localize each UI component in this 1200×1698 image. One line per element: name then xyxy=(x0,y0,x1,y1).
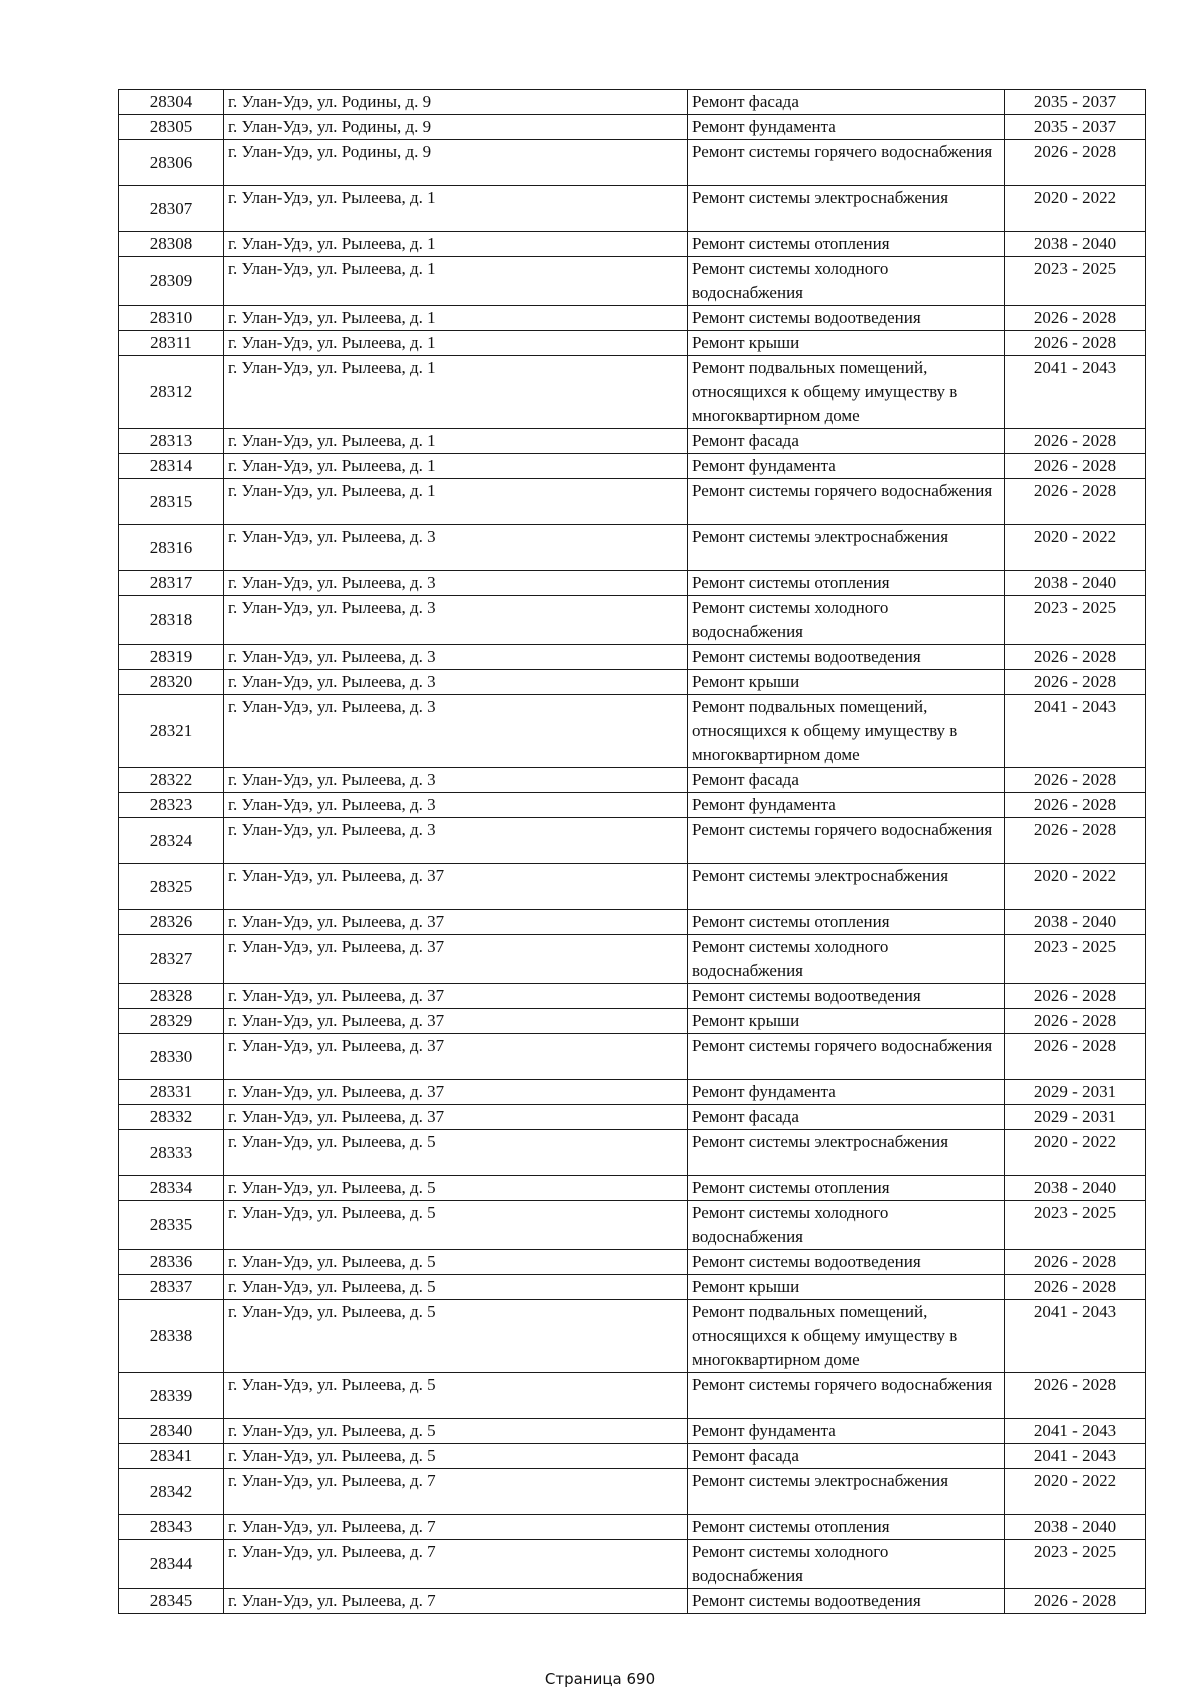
address-cell: г. Улан-Удэ, ул. Рылеева, д. 5 xyxy=(224,1130,688,1176)
table-row xyxy=(119,306,1146,331)
period-cell: 2026 - 2028 xyxy=(1005,768,1146,793)
row-number-cell: 28304 xyxy=(119,90,224,115)
work-type-cell: Ремонт системы холодного водоснабжения xyxy=(688,1201,1005,1250)
table-row xyxy=(119,232,1146,257)
work-type-cell: Ремонт крыши xyxy=(688,670,1005,695)
table-row xyxy=(119,1589,1146,1614)
period-cell: 2029 - 2031 xyxy=(1005,1080,1146,1105)
row-number-cell: 28342 xyxy=(119,1469,224,1515)
address-cell: г. Улан-Удэ, ул. Рылеева, д. 5 xyxy=(224,1201,688,1250)
period-cell: 2041 - 2043 xyxy=(1005,695,1146,768)
address-cell: г. Улан-Удэ, ул. Рылеева, д. 1 xyxy=(224,479,688,525)
address-cell: г. Улан-Удэ, ул. Рылеева, д. 37 xyxy=(224,1034,688,1080)
row-number-cell: 28322 xyxy=(119,768,224,793)
address-cell: г. Улан-Удэ, ул. Рылеева, д. 37 xyxy=(224,984,688,1009)
work-type-cell: Ремонт фасада xyxy=(688,1444,1005,1469)
row-number-cell: 28341 xyxy=(119,1444,224,1469)
work-type-cell: Ремонт системы отопления xyxy=(688,232,1005,257)
period-cell: 2041 - 2043 xyxy=(1005,1444,1146,1469)
period-cell: 2038 - 2040 xyxy=(1005,910,1146,935)
period-cell: 2023 - 2025 xyxy=(1005,1201,1146,1250)
work-type-cell: Ремонт системы горячего водоснабжения xyxy=(688,140,1005,186)
address-cell: г. Улан-Удэ, ул. Рылеева, д. 3 xyxy=(224,645,688,670)
work-type-cell: Ремонт системы электроснабжения xyxy=(688,525,1005,571)
table-row xyxy=(119,479,1146,525)
row-number-cell: 28329 xyxy=(119,1009,224,1034)
address-cell: г. Улан-Удэ, ул. Родины, д. 9 xyxy=(224,90,688,115)
work-type-cell: Ремонт системы водоотведения xyxy=(688,1589,1005,1614)
period-cell: 2026 - 2028 xyxy=(1005,670,1146,695)
work-type-cell: Ремонт системы водоотведения xyxy=(688,306,1005,331)
row-number-cell: 28308 xyxy=(119,232,224,257)
period-cell: 2041 - 2043 xyxy=(1005,356,1146,429)
work-type-cell: Ремонт системы отопления xyxy=(688,1176,1005,1201)
table-row xyxy=(119,768,1146,793)
row-number-cell: 28306 xyxy=(119,140,224,186)
address-cell: г. Улан-Удэ, ул. Рылеева, д. 5 xyxy=(224,1444,688,1469)
address-cell: г. Улан-Удэ, ул. Рылеева, д. 1 xyxy=(224,232,688,257)
period-cell: 2026 - 2028 xyxy=(1005,306,1146,331)
work-type-cell: Ремонт фасада xyxy=(688,768,1005,793)
work-type-cell: Ремонт фасада xyxy=(688,429,1005,454)
period-cell: 2026 - 2028 xyxy=(1005,818,1146,864)
table-row xyxy=(119,670,1146,695)
address-cell: г. Улан-Удэ, ул. Рылеева, д. 5 xyxy=(224,1250,688,1275)
address-cell: г. Улан-Удэ, ул. Рылеева, д. 37 xyxy=(224,935,688,984)
period-cell: 2026 - 2028 xyxy=(1005,429,1146,454)
table-row xyxy=(119,90,1146,115)
table-row xyxy=(119,1009,1146,1034)
row-number-cell: 28317 xyxy=(119,571,224,596)
period-cell: 2026 - 2028 xyxy=(1005,1034,1146,1080)
period-cell: 2038 - 2040 xyxy=(1005,1176,1146,1201)
table-row xyxy=(119,1250,1146,1275)
work-type-cell: Ремонт системы электроснабжения xyxy=(688,1469,1005,1515)
table-row xyxy=(119,1105,1146,1130)
address-cell: г. Улан-Удэ, ул. Рылеева, д. 7 xyxy=(224,1540,688,1589)
row-number-cell: 28312 xyxy=(119,356,224,429)
table-row xyxy=(119,864,1146,910)
period-cell: 2026 - 2028 xyxy=(1005,454,1146,479)
work-type-cell: Ремонт системы горячего водоснабжения xyxy=(688,1373,1005,1419)
table-row xyxy=(119,525,1146,571)
work-type-cell: Ремонт крыши xyxy=(688,1275,1005,1300)
table-row xyxy=(119,1300,1146,1373)
row-number-cell: 28319 xyxy=(119,645,224,670)
work-type-cell: Ремонт фасада xyxy=(688,1105,1005,1130)
period-cell: 2026 - 2028 xyxy=(1005,1250,1146,1275)
period-cell: 2023 - 2025 xyxy=(1005,935,1146,984)
table-row xyxy=(119,695,1146,768)
row-number-cell: 28340 xyxy=(119,1419,224,1444)
work-type-cell: Ремонт системы водоотведения xyxy=(688,1250,1005,1275)
period-cell: 2023 - 2025 xyxy=(1005,257,1146,306)
row-number-cell: 28327 xyxy=(119,935,224,984)
work-type-cell: Ремонт фундамента xyxy=(688,793,1005,818)
work-type-cell: Ремонт системы холодного водоснабжения xyxy=(688,1540,1005,1589)
period-cell: 2029 - 2031 xyxy=(1005,1105,1146,1130)
address-cell: г. Улан-Удэ, ул. Рылеева, д. 5 xyxy=(224,1275,688,1300)
work-type-cell: Ремонт системы холодного водоснабжения xyxy=(688,257,1005,306)
address-cell: г. Улан-Удэ, ул. Рылеева, д. 3 xyxy=(224,793,688,818)
row-number-cell: 28315 xyxy=(119,479,224,525)
table-row xyxy=(119,1080,1146,1105)
period-cell: 2026 - 2028 xyxy=(1005,331,1146,356)
work-type-cell: Ремонт системы электроснабжения xyxy=(688,864,1005,910)
work-type-cell: Ремонт системы холодного водоснабжения xyxy=(688,596,1005,645)
table-row xyxy=(119,1469,1146,1515)
work-type-cell: Ремонт системы горячего водоснабжения xyxy=(688,818,1005,864)
address-cell: г. Улан-Удэ, ул. Родины, д. 9 xyxy=(224,140,688,186)
row-number-cell: 28310 xyxy=(119,306,224,331)
table-row xyxy=(119,1201,1146,1250)
table-row xyxy=(119,1373,1146,1419)
period-cell: 2041 - 2043 xyxy=(1005,1419,1146,1444)
table-row xyxy=(119,429,1146,454)
row-number-cell: 28336 xyxy=(119,1250,224,1275)
work-type-cell: Ремонт системы отопления xyxy=(688,571,1005,596)
period-cell: 2026 - 2028 xyxy=(1005,1589,1146,1614)
work-type-cell: Ремонт фасада xyxy=(688,90,1005,115)
period-cell: 2023 - 2025 xyxy=(1005,596,1146,645)
table-row xyxy=(119,1034,1146,1080)
table-row xyxy=(119,910,1146,935)
work-type-cell: Ремонт фундамента xyxy=(688,454,1005,479)
period-cell: 2026 - 2028 xyxy=(1005,645,1146,670)
row-number-cell: 28309 xyxy=(119,257,224,306)
period-cell: 2026 - 2028 xyxy=(1005,1373,1146,1419)
address-cell: г. Улан-Удэ, ул. Рылеева, д. 37 xyxy=(224,1009,688,1034)
table-row xyxy=(119,1540,1146,1589)
row-number-cell: 28321 xyxy=(119,695,224,768)
work-type-cell: Ремонт системы водоотведения xyxy=(688,645,1005,670)
row-number-cell: 28330 xyxy=(119,1034,224,1080)
address-cell: г. Улан-Удэ, ул. Рылеева, д. 1 xyxy=(224,186,688,232)
table-row xyxy=(119,984,1146,1009)
row-number-cell: 28343 xyxy=(119,1515,224,1540)
period-cell: 2023 - 2025 xyxy=(1005,1540,1146,1589)
address-cell: г. Улан-Удэ, ул. Рылеева, д. 1 xyxy=(224,429,688,454)
row-number-cell: 28320 xyxy=(119,670,224,695)
address-cell: г. Улан-Удэ, ул. Рылеева, д. 5 xyxy=(224,1419,688,1444)
address-cell: г. Улан-Удэ, ул. Рылеева, д. 1 xyxy=(224,306,688,331)
table-row xyxy=(119,793,1146,818)
row-number-cell: 28335 xyxy=(119,1201,224,1250)
row-number-cell: 28314 xyxy=(119,454,224,479)
row-number-cell: 28328 xyxy=(119,984,224,1009)
row-number-cell: 28339 xyxy=(119,1373,224,1419)
work-type-cell: Ремонт системы горячего водоснабжения xyxy=(688,1034,1005,1080)
work-type-cell: Ремонт системы горячего водоснабжения xyxy=(688,479,1005,525)
table-row xyxy=(119,1444,1146,1469)
row-number-cell: 28313 xyxy=(119,429,224,454)
table-row xyxy=(119,140,1146,186)
work-type-cell: Ремонт системы отопления xyxy=(688,1515,1005,1540)
table-row xyxy=(119,454,1146,479)
address-cell: г. Улан-Удэ, ул. Рылеева, д. 3 xyxy=(224,571,688,596)
row-number-cell: 28332 xyxy=(119,1105,224,1130)
table-row xyxy=(119,818,1146,864)
work-type-cell: Ремонт подвальных помещений, относящихся к общему имуществу в многоквартирном доме xyxy=(688,1300,1005,1373)
row-number-cell: 28305 xyxy=(119,115,224,140)
row-number-cell: 28325 xyxy=(119,864,224,910)
row-number-cell: 28326 xyxy=(119,910,224,935)
table-row xyxy=(119,1419,1146,1444)
work-type-cell: Ремонт подвальных помещений, относящихся к общему имуществу в многоквартирном доме xyxy=(688,356,1005,429)
row-number-cell: 28337 xyxy=(119,1275,224,1300)
work-type-cell: Ремонт фундамента xyxy=(688,1419,1005,1444)
period-cell: 2041 - 2043 xyxy=(1005,1300,1146,1373)
row-number-cell: 28333 xyxy=(119,1130,224,1176)
period-cell: 2026 - 2028 xyxy=(1005,1275,1146,1300)
row-number-cell: 28311 xyxy=(119,331,224,356)
address-cell: г. Улан-Удэ, ул. Рылеева, д. 37 xyxy=(224,1080,688,1105)
address-cell: г. Улан-Удэ, ул. Рылеева, д. 3 xyxy=(224,818,688,864)
table-row xyxy=(119,115,1146,140)
address-cell: г. Улан-Удэ, ул. Рылеева, д. 7 xyxy=(224,1515,688,1540)
address-cell: г. Улан-Удэ, ул. Рылеева, д. 37 xyxy=(224,864,688,910)
address-cell: г. Улан-Удэ, ул. Родины, д. 9 xyxy=(224,115,688,140)
address-cell: г. Улан-Удэ, ул. Рылеева, д. 7 xyxy=(224,1589,688,1614)
address-cell: г. Улан-Удэ, ул. Рылеева, д. 3 xyxy=(224,768,688,793)
address-cell: г. Улан-Удэ, ул. Рылеева, д. 3 xyxy=(224,525,688,571)
period-cell: 2035 - 2037 xyxy=(1005,90,1146,115)
address-cell: г. Улан-Удэ, ул. Рылеева, д. 1 xyxy=(224,454,688,479)
row-number-cell: 28324 xyxy=(119,818,224,864)
table-row xyxy=(119,571,1146,596)
address-cell: г. Улан-Удэ, ул. Рылеева, д. 3 xyxy=(224,596,688,645)
table-row xyxy=(119,257,1146,306)
table-row xyxy=(119,1176,1146,1201)
row-number-cell: 28331 xyxy=(119,1080,224,1105)
period-cell: 2038 - 2040 xyxy=(1005,1515,1146,1540)
work-type-cell: Ремонт фундамента xyxy=(688,1080,1005,1105)
address-cell: г. Улан-Удэ, ул. Рылеева, д. 1 xyxy=(224,257,688,306)
work-type-cell: Ремонт крыши xyxy=(688,331,1005,356)
row-number-cell: 28323 xyxy=(119,793,224,818)
table-row xyxy=(119,1515,1146,1540)
address-cell: г. Улан-Удэ, ул. Рылеева, д. 5 xyxy=(224,1373,688,1419)
work-type-cell: Ремонт системы водоотведения xyxy=(688,984,1005,1009)
period-cell: 2020 - 2022 xyxy=(1005,186,1146,232)
repair-schedule-table xyxy=(118,89,1146,1614)
period-cell: 2026 - 2028 xyxy=(1005,1009,1146,1034)
work-type-cell: Ремонт системы электроснабжения xyxy=(688,186,1005,232)
table-row xyxy=(119,331,1146,356)
period-cell: 2038 - 2040 xyxy=(1005,571,1146,596)
address-cell: г. Улан-Удэ, ул. Рылеева, д. 1 xyxy=(224,331,688,356)
address-cell: г. Улан-Удэ, ул. Рылеева, д. 1 xyxy=(224,356,688,429)
work-type-cell: Ремонт крыши xyxy=(688,1009,1005,1034)
period-cell: 2038 - 2040 xyxy=(1005,232,1146,257)
period-cell: 2020 - 2022 xyxy=(1005,525,1146,571)
table-body xyxy=(119,90,1146,1614)
period-cell: 2020 - 2022 xyxy=(1005,1469,1146,1515)
table-row xyxy=(119,645,1146,670)
address-cell: г. Улан-Удэ, ул. Рылеева, д. 3 xyxy=(224,695,688,768)
table-row xyxy=(119,596,1146,645)
work-type-cell: Ремонт фундамента xyxy=(688,115,1005,140)
address-cell: г. Улан-Удэ, ул. Рылеева, д. 7 xyxy=(224,1469,688,1515)
table-row xyxy=(119,186,1146,232)
work-type-cell: Ремонт системы электроснабжения xyxy=(688,1130,1005,1176)
period-cell: 2035 - 2037 xyxy=(1005,115,1146,140)
row-number-cell: 28334 xyxy=(119,1176,224,1201)
row-number-cell: 28316 xyxy=(119,525,224,571)
row-number-cell: 28318 xyxy=(119,596,224,645)
period-cell: 2020 - 2022 xyxy=(1005,1130,1146,1176)
period-cell: 2026 - 2028 xyxy=(1005,479,1146,525)
work-type-cell: Ремонт системы отопления xyxy=(688,910,1005,935)
period-cell: 2026 - 2028 xyxy=(1005,140,1146,186)
address-cell: г. Улан-Удэ, ул. Рылеева, д. 5 xyxy=(224,1176,688,1201)
address-cell: г. Улан-Удэ, ул. Рылеева, д. 37 xyxy=(224,1105,688,1130)
row-number-cell: 28338 xyxy=(119,1300,224,1373)
table-row xyxy=(119,1275,1146,1300)
table-row xyxy=(119,1130,1146,1176)
address-cell: г. Улан-Удэ, ул. Рылеева, д. 37 xyxy=(224,910,688,935)
address-cell: г. Улан-Удэ, ул. Рылеева, д. 5 xyxy=(224,1300,688,1373)
period-cell: 2026 - 2028 xyxy=(1005,984,1146,1009)
row-number-cell: 28345 xyxy=(119,1589,224,1614)
work-type-cell: Ремонт системы холодного водоснабжения xyxy=(688,935,1005,984)
period-cell: 2020 - 2022 xyxy=(1005,864,1146,910)
row-number-cell: 28307 xyxy=(119,186,224,232)
table-row xyxy=(119,356,1146,429)
page-number: Страница 690 xyxy=(544,1670,656,1688)
work-type-cell: Ремонт подвальных помещений, относящихся к общему имуществу в многоквартирном доме xyxy=(688,695,1005,768)
table-row xyxy=(119,935,1146,984)
row-number-cell: 28344 xyxy=(119,1540,224,1589)
address-cell: г. Улан-Удэ, ул. Рылеева, д. 3 xyxy=(224,670,688,695)
period-cell: 2026 - 2028 xyxy=(1005,793,1146,818)
